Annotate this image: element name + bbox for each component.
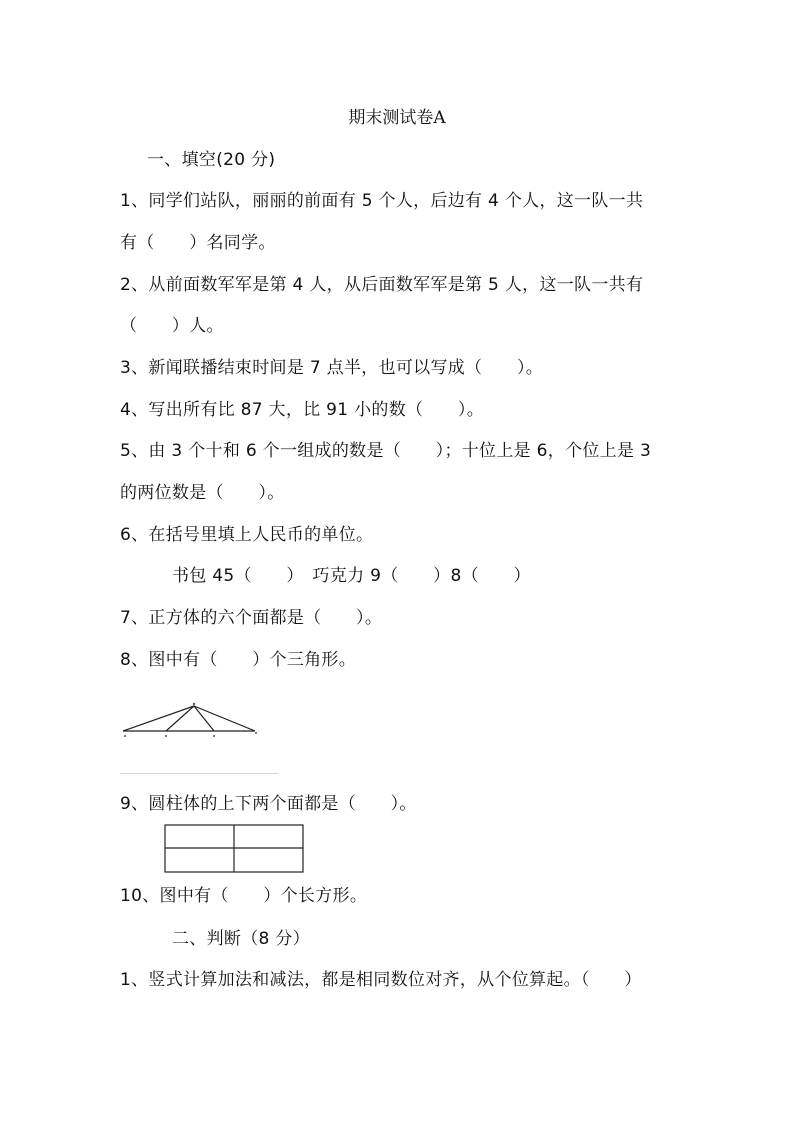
question-5-line-2: 的两位数是（ ）。 (120, 483, 285, 503)
question-4: 4、写出所有比 87 大，比 91 小的数（ ）。 (120, 400, 484, 420)
question-6: 6、在括号里填上人民币的单位。 (120, 525, 374, 545)
question-1-line-1: 1、同学们站队，丽丽的前面有 5 个人，后边有 4 个人，这一队一共 (120, 191, 644, 211)
section-heading-fill-blank: 一、填空(20 分) (147, 150, 276, 170)
page-title: 期末测试卷A (348, 108, 446, 128)
section-heading-judgement: 二、判断（8 分） (172, 929, 310, 949)
question-8: 8、图中有（ ）个三角形。 (120, 650, 357, 670)
question-9: 9、圆柱体的上下两个面都是（ ）。 (120, 794, 417, 814)
question-1-line-2: 有（ ）名同学。 (120, 233, 276, 253)
question-7: 7、正方体的六个面都是（ ）。 (120, 608, 383, 628)
question-3: 3、新闻联播结束时间是 7 点半，也可以写成（ ）。 (120, 358, 544, 378)
question-5-line-1: 5、由 3 个十和 6 个一组成的数是（ ）；十位上是 6，个位上是 3 (120, 441, 652, 461)
question-6-items: 书包 45（ ） 巧克力 9（ ）8（ ） (172, 566, 531, 586)
question-2-line-2: （ ）人。 (120, 316, 224, 336)
question-2-line-1: 2、从前面数军军是第 4 人，从后面数军军是第 5 人，这一队一共有 (120, 275, 644, 295)
judgement-question-1: 1、竖式计算加法和减法，都是相同数位对齐，从个位算起。（ ） (120, 970, 642, 990)
question-10: 10、图中有（ ）个长方形。 (120, 886, 368, 906)
